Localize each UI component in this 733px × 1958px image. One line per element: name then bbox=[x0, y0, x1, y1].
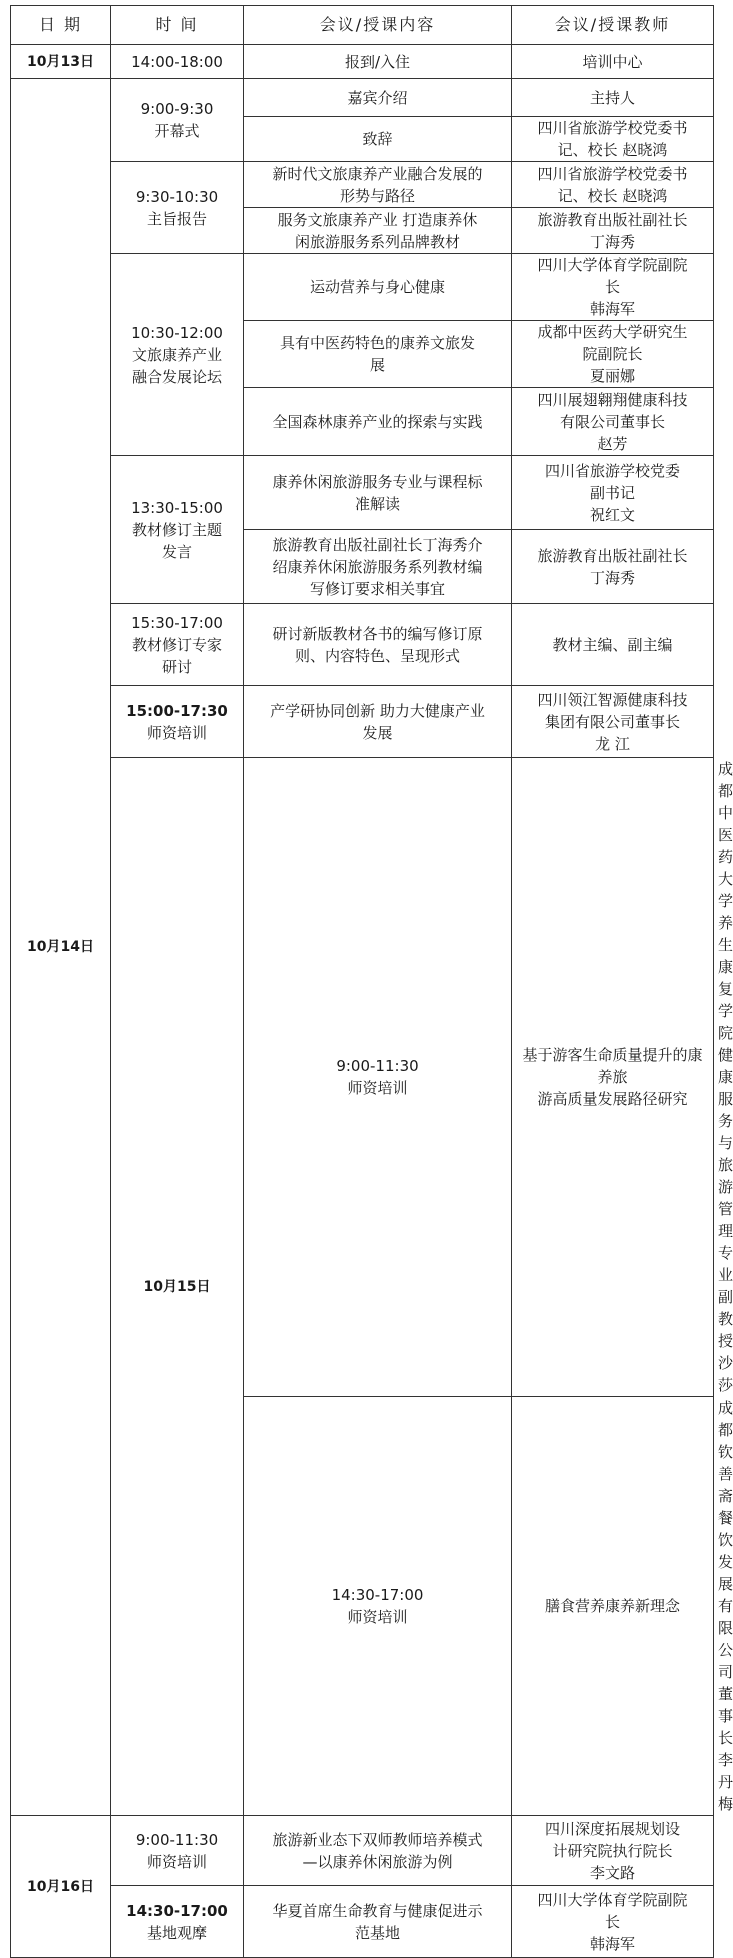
teacher-line: 四川展翅翱翔健康科技 bbox=[537, 390, 688, 409]
content-cell: 运动营养与身心健康 bbox=[244, 254, 512, 321]
content-cell bbox=[244, 530, 512, 604]
table-row bbox=[11, 686, 714, 758]
teacher-line: 四川深度拓展规划设 bbox=[544, 1819, 680, 1838]
teacher-cell bbox=[512, 321, 714, 388]
teacher-line: 李文路 bbox=[589, 1863, 635, 1882]
content-cell bbox=[244, 208, 512, 254]
content-line: 服务文旅康养产业 打造康养休 bbox=[277, 210, 478, 229]
time-cell bbox=[111, 604, 244, 686]
schedule-table bbox=[10, 5, 733, 1958]
teacher-line: 四川领江智源健康科技 bbox=[537, 690, 688, 709]
teacher-cell bbox=[512, 456, 714, 530]
time-range: 14:30-17:00 bbox=[126, 1901, 228, 1920]
teacher-line: 赵芳 bbox=[597, 434, 628, 453]
table-row bbox=[11, 604, 714, 686]
content-cell: 膳食营养康养新理念 bbox=[512, 1397, 714, 1816]
teacher-cell bbox=[512, 117, 714, 162]
time-range: 15:30-17:00 bbox=[131, 613, 223, 632]
time-cell bbox=[244, 758, 512, 1397]
time-range: 9:30-10:30 bbox=[135, 187, 219, 206]
content-cell: 报到/入住 bbox=[244, 45, 512, 79]
table-row bbox=[11, 456, 714, 530]
time-cell bbox=[111, 1816, 244, 1886]
teacher-line: 韩海军 bbox=[589, 300, 635, 318]
time-range: 9:00-11:30 bbox=[336, 1057, 419, 1075]
table-row bbox=[11, 254, 714, 321]
time-range: 9:00-9:30 bbox=[140, 100, 214, 118]
content-cell bbox=[244, 686, 512, 758]
teacher-cell: 培训中心 bbox=[512, 45, 714, 79]
session-label: 师资培训 bbox=[146, 723, 207, 742]
table-row bbox=[11, 1886, 714, 1958]
session-label: 基地观摩 bbox=[146, 1923, 207, 1942]
content-line: 具有中医药特色的康养文旅发 bbox=[279, 334, 475, 352]
teacher-line: 集团有限公司董事长 bbox=[544, 712, 680, 731]
date-cell: 10月16日 bbox=[11, 1816, 111, 1958]
teacher-cell bbox=[512, 686, 714, 758]
content-cell bbox=[244, 456, 512, 530]
session-label: 融合发展论坛 bbox=[131, 367, 222, 386]
content-line: 则、内容特色、呈现形式 bbox=[294, 646, 460, 665]
content-line: —以康养休闲旅游为例 bbox=[302, 1852, 453, 1871]
teacher-line: 丁海秀 bbox=[589, 232, 635, 251]
teacher-cell bbox=[512, 1886, 714, 1958]
time-cell bbox=[111, 162, 244, 254]
content-line: 基于游客生命质量提升的康养旅 bbox=[522, 1046, 703, 1086]
teacher-line: 四川省旅游学校党委 bbox=[544, 461, 680, 480]
col-time: 时 间 bbox=[111, 6, 244, 45]
content-line: 旅游新业态下双师教师培养模式 bbox=[272, 1830, 483, 1849]
teacher-line: 旅游教育出版社副社长 bbox=[537, 210, 688, 229]
teacher-cell bbox=[512, 1816, 714, 1886]
content-line: 绍康养休闲旅游服务系列教材编 bbox=[272, 557, 483, 576]
teacher-line: 长 bbox=[604, 1912, 620, 1931]
content-line: 旅游教育出版社副社长丁海秀介 bbox=[272, 535, 483, 554]
time-cell bbox=[111, 254, 244, 456]
time-cell bbox=[111, 79, 244, 162]
session-label: 研讨 bbox=[161, 657, 192, 676]
content-line: 研讨新版教材各书的编写修订原 bbox=[272, 624, 483, 643]
date-cell: 10月13日 bbox=[11, 45, 111, 79]
table-row: 14:30-17:00 师资培训 膳食营养康养新理念 成都钦善斋餐饮发展 有限公司董事长 李丹梅 bbox=[11, 1397, 714, 1816]
date-cell: 10月14日 bbox=[11, 79, 111, 1816]
content-line: 游高质量发展路径研究 bbox=[537, 1090, 688, 1108]
teacher-line: 有限公司董事长 bbox=[559, 412, 665, 431]
teacher-line: 韩海军 bbox=[589, 1934, 635, 1953]
content-cell: 全国森林康养产业的探索与实践 bbox=[244, 388, 512, 456]
teacher-cell bbox=[512, 388, 714, 456]
content-line: 康养休闲旅游服务专业与课程标 bbox=[272, 472, 483, 491]
session-label: 教材修订专家 bbox=[131, 635, 222, 654]
teacher-line: 夏丽娜 bbox=[589, 367, 635, 385]
session-label: 师资培训 bbox=[146, 1852, 207, 1871]
col-teacher: 会议/授课教师 bbox=[512, 6, 714, 45]
time-cell bbox=[111, 1886, 244, 1958]
teacher-line: 副书记 bbox=[589, 483, 635, 502]
col-date: 日 期 bbox=[11, 6, 111, 45]
time-cell bbox=[111, 456, 244, 604]
content-cell bbox=[244, 604, 512, 686]
session-label: 教材修订主题 bbox=[131, 520, 222, 539]
teacher-line: 四川省旅游学校党委书 bbox=[537, 164, 688, 183]
content-cell bbox=[244, 1816, 512, 1886]
teacher-line: 四川大学体育学院副院 bbox=[537, 256, 688, 274]
time-range: 10:30-12:00 bbox=[131, 323, 223, 342]
content-line: 形势与路径 bbox=[339, 186, 415, 205]
content-line: 产学研协同创新 助力大健康产业 bbox=[270, 701, 485, 720]
date-cell: 10月15日 bbox=[111, 758, 244, 1816]
session-label: 开幕式 bbox=[154, 122, 200, 140]
table-row bbox=[11, 1816, 714, 1886]
content-line: 展 bbox=[369, 356, 385, 374]
time-range: 15:00-17:30 bbox=[126, 701, 228, 720]
content-line: 新时代文旅康养产业融合发展的 bbox=[272, 164, 483, 183]
teacher-line: 长 bbox=[604, 278, 620, 296]
teacher-line: 成都中医药大学研究生 bbox=[537, 323, 688, 341]
content-line: 闲旅游服务系列品牌教材 bbox=[294, 232, 460, 251]
time-cell bbox=[111, 686, 244, 758]
teacher-line: 四川省旅游学校党委书 bbox=[537, 119, 688, 137]
teacher-cell bbox=[512, 530, 714, 604]
content-cell: 嘉宾介绍 bbox=[244, 79, 512, 117]
session-label: 师资培训 bbox=[347, 1608, 408, 1626]
session-label: 文旅康养产业 bbox=[131, 345, 222, 364]
teacher-line: 院副院长 bbox=[582, 345, 643, 363]
content-line: 准解读 bbox=[354, 494, 400, 513]
table-row bbox=[11, 45, 714, 79]
table-row: 10月15日 9:00-11:30 师资培训 基于游客生命质量提升的康养旅 游高质量发展路径研究 成都中医药大学养生 康复学院健康服务与旅 游管理专业副教授 沙 莎 bbox=[11, 758, 714, 1397]
time-cell: 14:00-18:00 bbox=[111, 45, 244, 79]
time-range: 13:30-15:00 bbox=[131, 498, 223, 517]
teacher-line: 四川大学体育学院副院 bbox=[537, 1890, 688, 1909]
session-label: 主旨报告 bbox=[146, 209, 207, 228]
content-cell bbox=[512, 758, 714, 1397]
teacher-cell: 主持人 bbox=[512, 79, 714, 117]
content-line: 写修订要求相关事宜 bbox=[309, 579, 445, 598]
content-cell bbox=[244, 1886, 512, 1958]
content-cell bbox=[244, 321, 512, 388]
teacher-line: 丁海秀 bbox=[589, 568, 635, 587]
time-range: 14:30-17:00 bbox=[331, 1586, 424, 1604]
teacher-line: 计研究院执行院长 bbox=[552, 1841, 673, 1860]
teacher-line: 记、校长 赵晓鸿 bbox=[557, 141, 668, 159]
teacher-cell bbox=[512, 208, 714, 254]
content-line: 发展 bbox=[362, 723, 393, 742]
table-row bbox=[11, 79, 714, 117]
time-range: 9:00-11:30 bbox=[135, 1830, 219, 1849]
teacher-cell: 教材主编、副主编 bbox=[512, 604, 714, 686]
table-row bbox=[11, 162, 714, 208]
content-cell bbox=[244, 162, 512, 208]
teacher-line: 祝红文 bbox=[589, 505, 635, 524]
time-cell bbox=[244, 1397, 512, 1816]
session-label: 发言 bbox=[161, 542, 192, 561]
teacher-line: 龙 江 bbox=[595, 734, 630, 753]
col-content: 会议/授课内容 bbox=[244, 6, 512, 45]
header-row bbox=[11, 6, 714, 45]
teacher-cell bbox=[512, 162, 714, 208]
teacher-cell bbox=[512, 254, 714, 321]
teacher-line: 记、校长 赵晓鸿 bbox=[557, 186, 668, 205]
session-label: 师资培训 bbox=[347, 1079, 408, 1097]
teacher-line: 旅游教育出版社副社长 bbox=[537, 546, 688, 565]
content-line: 华夏首席生命教育与健康促进示 bbox=[272, 1901, 483, 1920]
content-cell: 致辞 bbox=[244, 117, 512, 162]
content-line: 范基地 bbox=[354, 1923, 400, 1942]
